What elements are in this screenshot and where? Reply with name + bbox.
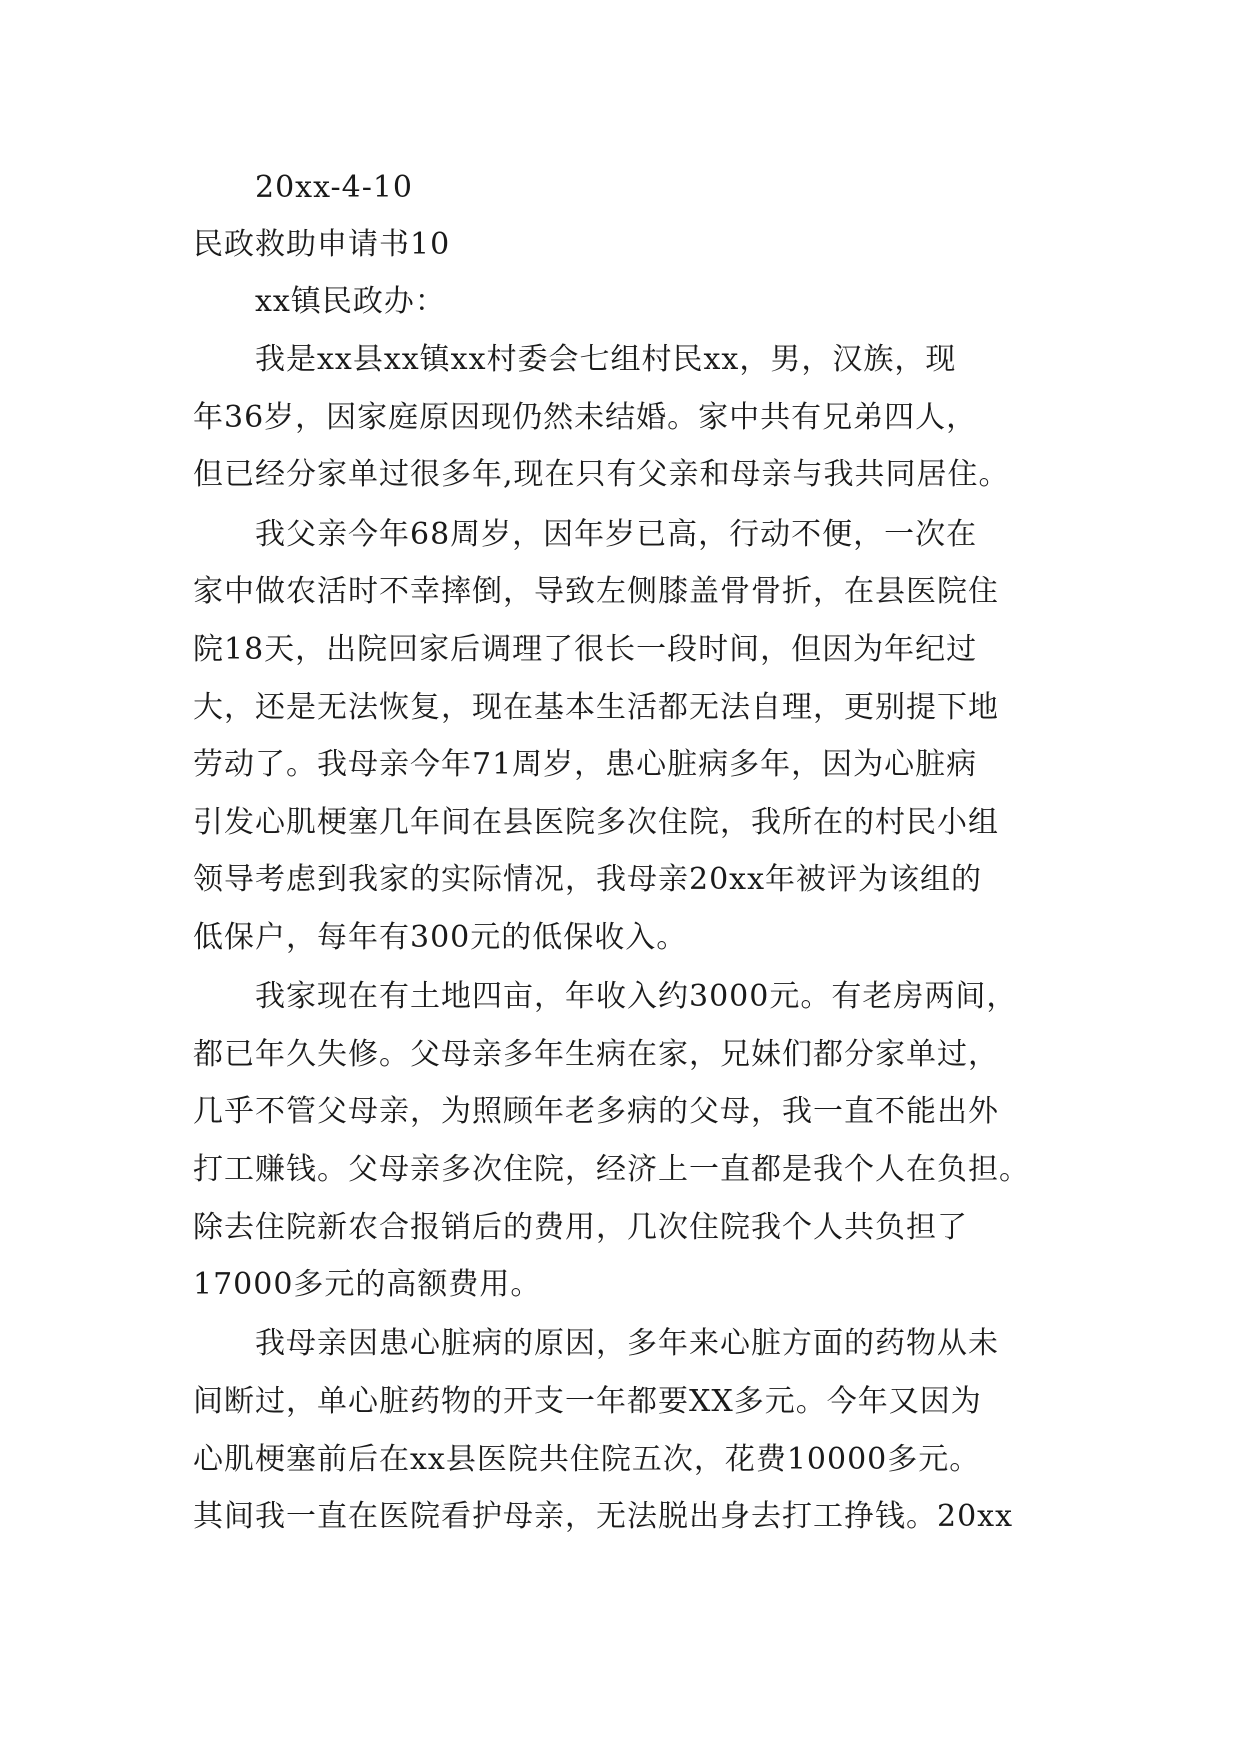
body-line: 间断过，单心脏药物的开支一年都要XX多元。今年又因为 xyxy=(193,1384,982,1419)
body-line: 除去住院新农合报销后的费用，几次住院我个人共负担了 xyxy=(193,1210,968,1245)
body-line: 大，还是无法恢复，现在基本生活都无法自理，更别提下地 xyxy=(193,690,999,725)
recipient-line: xx镇民政办： xyxy=(255,284,446,319)
body-line: 院18天，出院回家后调理了很长一段时间，但因为年纪过 xyxy=(193,632,978,667)
body-line: 引发心肌梗塞几年间在县医院多次住院，我所在的村民小组 xyxy=(193,805,999,840)
body-line: 几乎不管父母亲，为照顾年老多病的父母，我一直不能出外 xyxy=(193,1094,999,1129)
body-line: 我母亲因患心脏病的原因，多年来心脏方面的药物从未 xyxy=(255,1326,999,1361)
body-line: 领导考虑到我家的实际情况，我母亲20xx年被评为该组的 xyxy=(193,862,983,897)
document-date: 20xx-4-10 xyxy=(255,170,414,205)
body-line: 我是xx县xx镇xx村委会七组村民xx，男，汉族，现 xyxy=(255,342,957,377)
body-line: 但已经分家单过很多年,现在只有父亲和母亲与我共同居住。 xyxy=(193,457,1010,492)
body-line: 17000多元的高额费用。 xyxy=(193,1267,542,1302)
body-line: 年36岁，因家庭原因现仍然未结婚。家中共有兄弟四人， xyxy=(193,400,978,435)
body-line: 我父亲今年68周岁，因年岁已高，行动不便，一次在 xyxy=(255,517,978,552)
body-line: 打工赚钱。父母亲多次住院，经济上一直都是我个人在负担。 xyxy=(193,1152,1030,1187)
document-title: 民政救助申请书10 xyxy=(193,227,451,262)
body-line: 家中做农活时不幸摔倒，导致左侧膝盖骨骨折，在县医院住 xyxy=(193,574,999,609)
body-line: 其间我一直在医院看护母亲，无法脱出身去打工挣钱。20xx xyxy=(193,1499,1014,1534)
body-line: 我家现在有土地四亩，年收入约3000元。有老房两间， xyxy=(255,979,1018,1014)
body-line: 心肌梗塞前后在xx县医院共住院五次，花费10000多元。 xyxy=(193,1442,981,1477)
body-line: 劳动了。我母亲今年71周岁，患心脏病多年，因为心脏病 xyxy=(193,747,978,782)
body-line: 低保户，每年有300元的低保收入。 xyxy=(193,920,688,955)
body-line: 都已年久失修。父母亲多年生病在家，兄妹们都分家单过， xyxy=(193,1037,999,1072)
